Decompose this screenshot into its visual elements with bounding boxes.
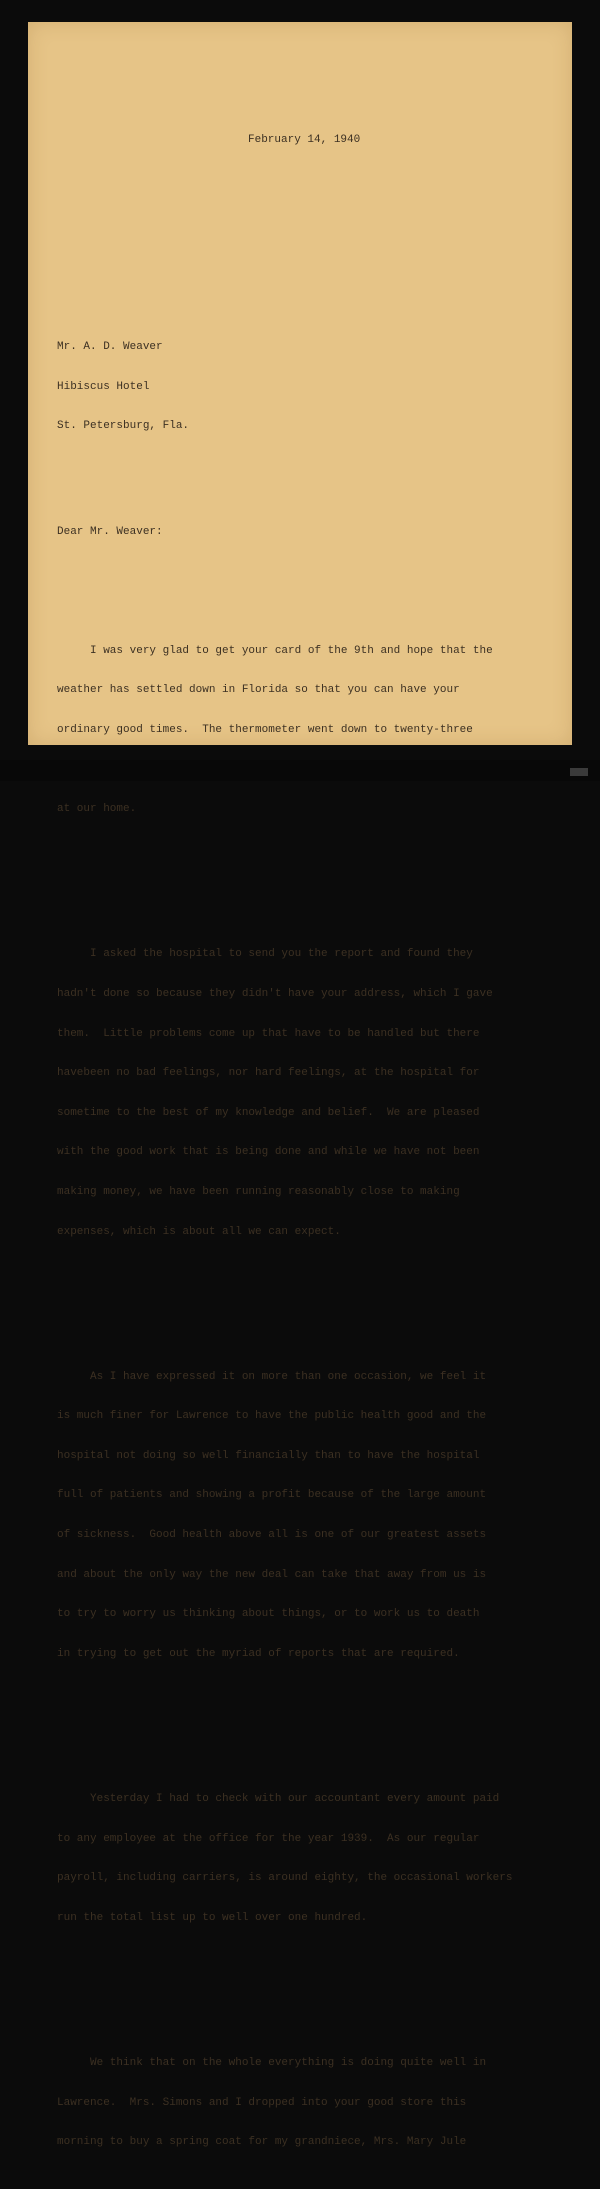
text-line: sometime to the best of my knowledge and belief. We are pleased [57,1106,480,1119]
address-line: Mr. A. D. Weaver [57,341,163,354]
address-line: St. Petersburg, Fla. [57,420,190,433]
text-line: ordinary good times. The thermometer went down to twenty-three [57,723,473,736]
text-line: making money, we have been running reasonably close to making [57,1185,460,1198]
text-line: weather has settled down in Florida so that you can have your [57,684,460,697]
text-line: As I have expressed it on more than one occasion, we feel it [57,1370,487,1383]
paragraph [57,1767,537,1952]
salutation: Dear Mr. Weaver: [57,525,163,538]
scan-marker [570,768,588,776]
text-line: hadn't done so because they didn't have your address, which I gave [57,987,493,1000]
paragraph [57,922,537,1265]
text-line: I asked the hospital to send you the report and found they [57,948,473,961]
text-line: of sickness. Good health above all is one of our greatest assets [57,1529,487,1542]
text-line: is much finer for Lawrence to have the public health good and the [57,1410,487,1423]
text-line: expenses, which is about all we can expect. [57,1225,341,1238]
text-line: Yesterday I had to check with our accountant every amount paid [57,1793,500,1806]
text-line: Lawrence. Mrs. Simons and I dropped into your good store this [57,2096,467,2109]
text-line: to try to worry us thinking about things, or to work us to death [57,1608,480,1621]
letter-body [57,130,537,2189]
text-line: We think that on the whole everything is doing quite well in [57,2057,487,2070]
text-line: hospital not doing so well financially than to have the hospital [57,1449,480,1462]
address-line: Hibiscus Hotel [57,380,150,393]
text-line: in trying to get out the myriad of reports that are required. [57,1647,460,1660]
paragraph [57,2031,537,2176]
text-line: payroll, including carriers, is around eighty, the occasional workers [57,1872,513,1885]
text-line: morning to buy a spring coat for my grandniece, Mrs. Mary Jule [57,2136,467,2149]
text-line: havebeen no bad feelings, nor hard feelings, at the hospital for [57,1067,480,1080]
text-line: full of patients and showing a profit because of the large amount [57,1489,487,1502]
text-line: run the total list up to well over one hundred. [57,1911,368,1924]
text-line: them. Little problems come up that have to be handled but there [57,1027,480,1040]
paragraph [57,618,537,842]
text-line: and about the only way the new deal can take that away from us is [57,1568,487,1581]
paragraph [57,1344,537,1687]
scan-border [0,760,600,781]
recipient-address [57,315,537,460]
text-line: to any employee at the office for the year 1939. As our regular [57,1832,480,1845]
letter-date: February 14, 1940 [248,134,361,146]
text-line: I was very glad to get your card of the 9th and hope that the [57,644,493,657]
text-line: with the good work that is being done and while we have not been [57,1146,480,1159]
text-line: at our home. [57,803,137,816]
